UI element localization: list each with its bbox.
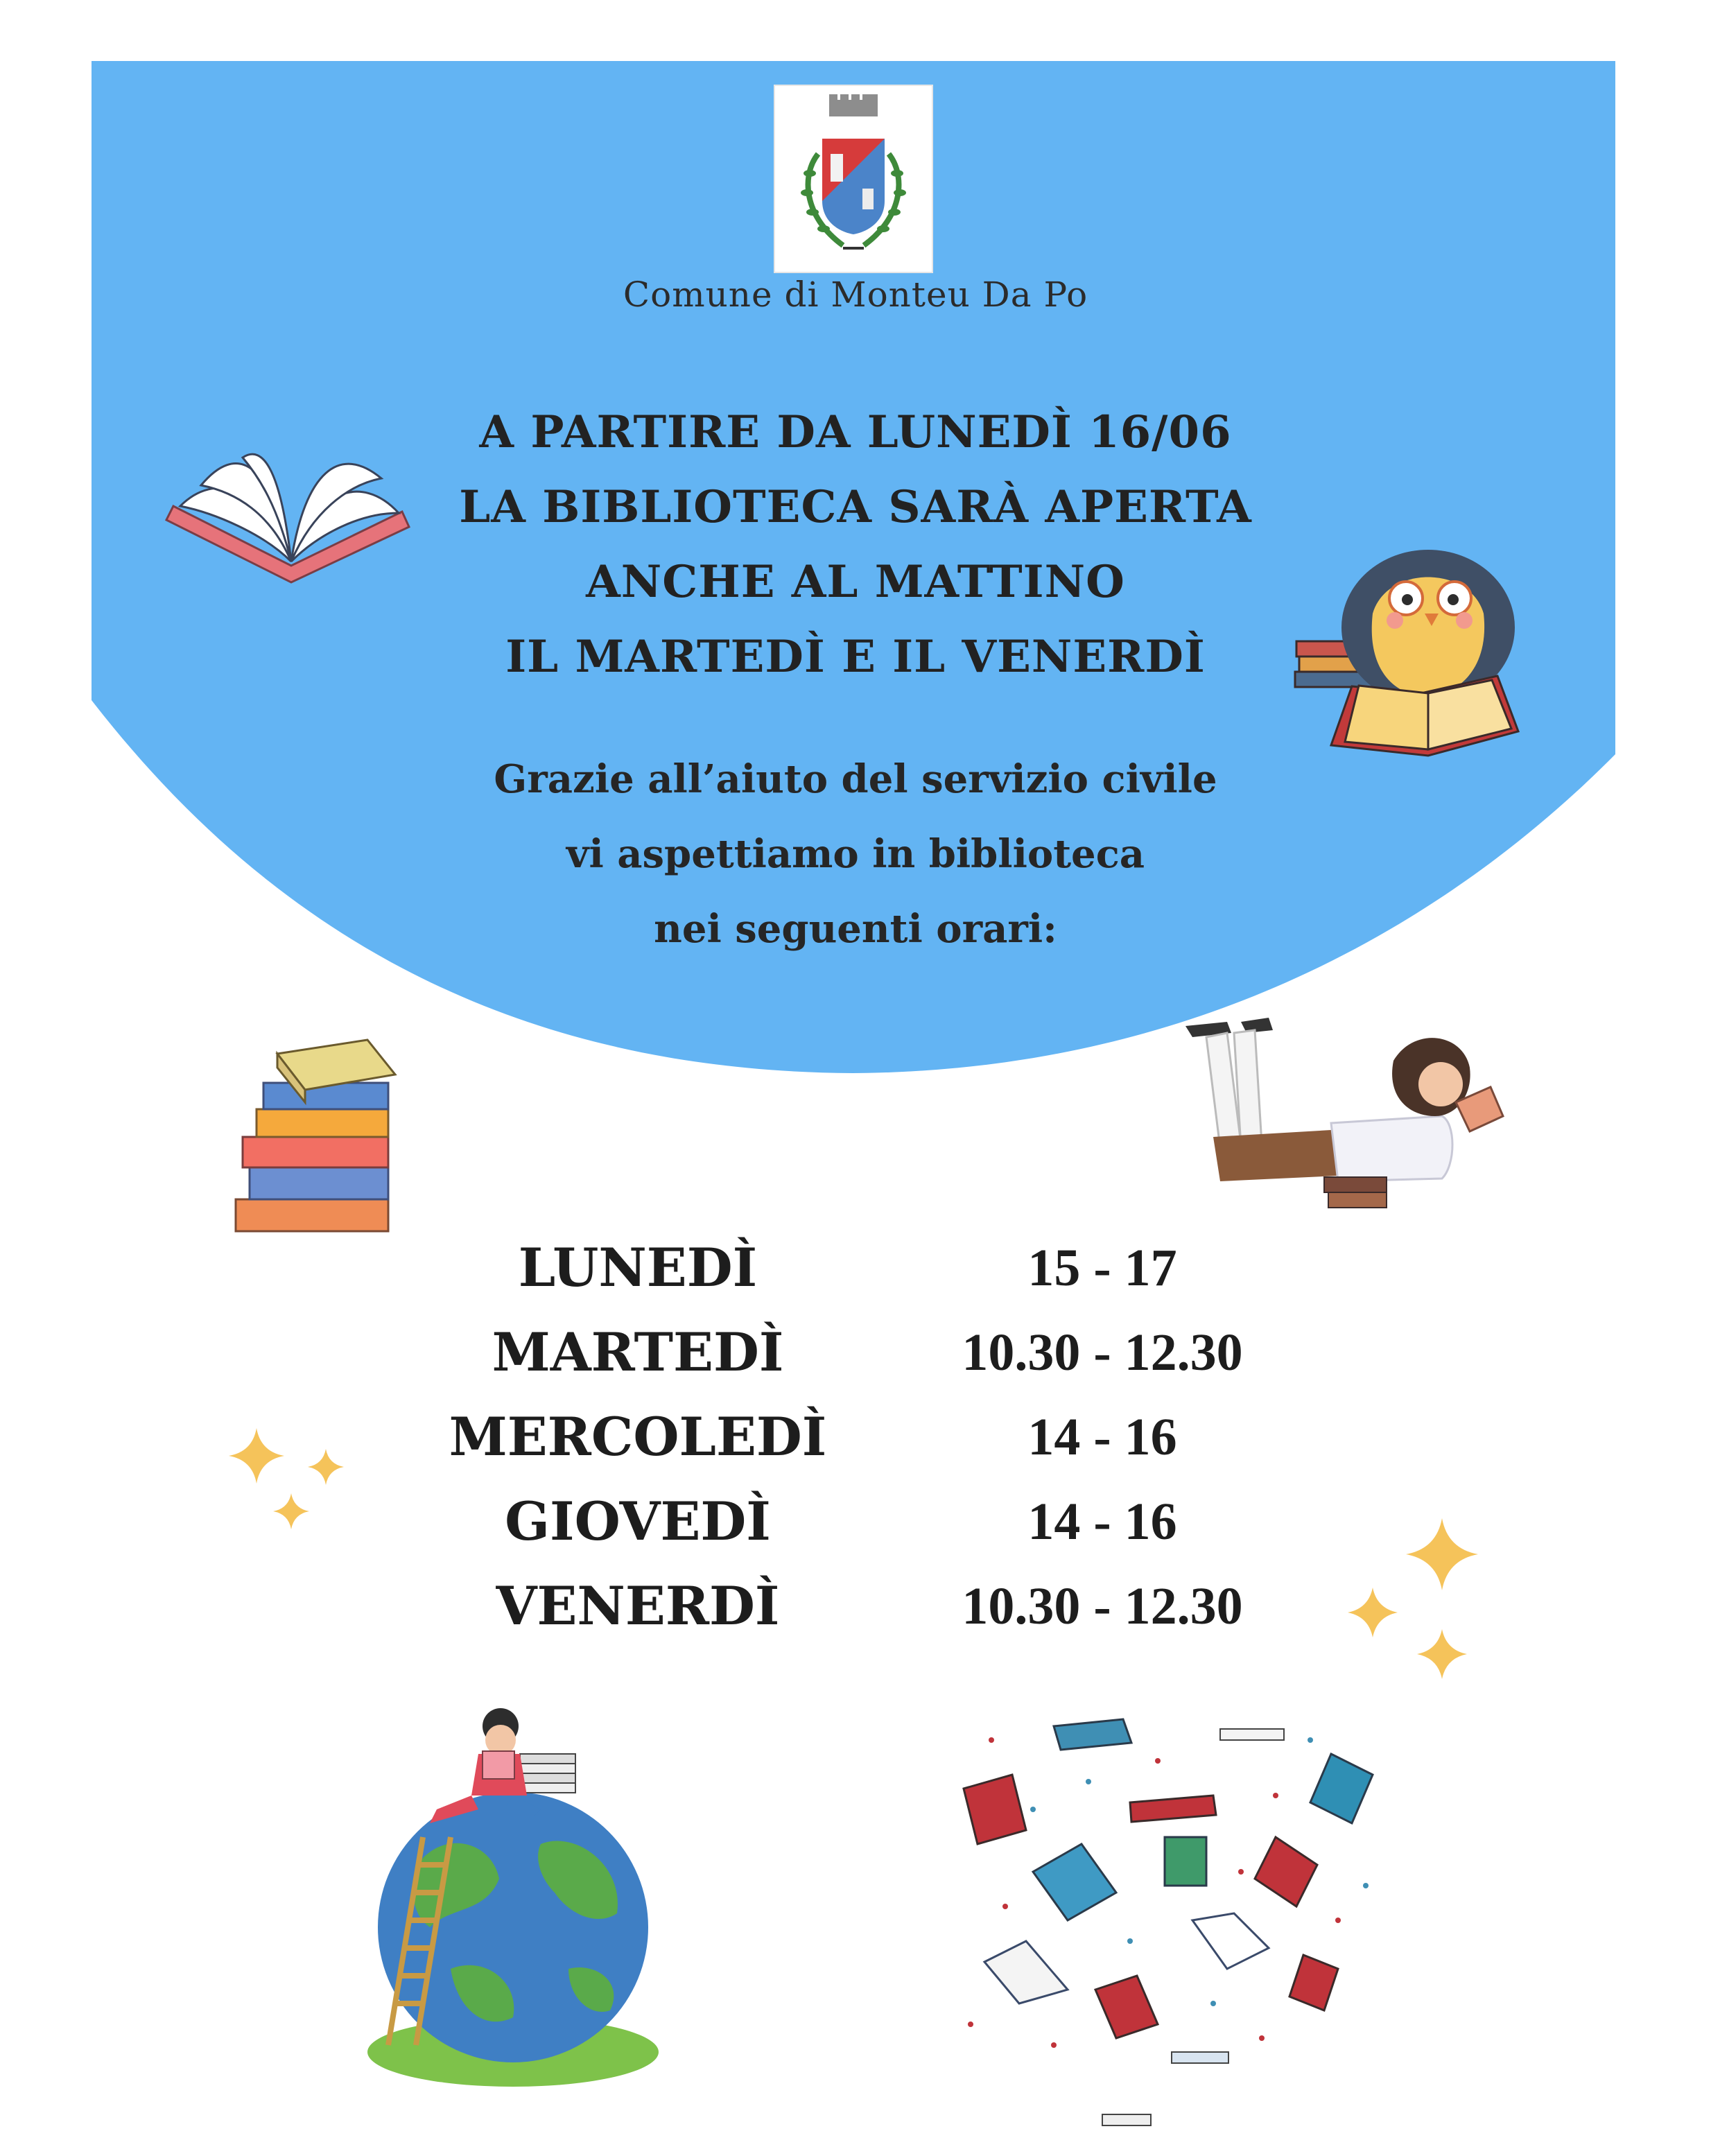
schedule-row xyxy=(388,1395,1331,1479)
headline-line: LA BIBLIOTECA SARÀ APERTA xyxy=(459,481,1252,533)
schedule-day: GIOVEDÌ xyxy=(505,1490,771,1552)
sparkle-icon xyxy=(222,1421,361,1546)
schedule-hours: 15 - 17 xyxy=(1027,1239,1177,1297)
schedule-row xyxy=(388,1479,1331,1564)
book-stack-icon xyxy=(229,1033,416,1241)
open-book-icon xyxy=(159,430,416,596)
intro-text xyxy=(0,742,1711,966)
flying-books-icon xyxy=(950,1712,1393,2156)
schedule-row xyxy=(388,1564,1331,1649)
municipality-name: Comune di Monteu Da Po xyxy=(623,275,1088,315)
municipal-crest-icon xyxy=(774,85,933,273)
girl-reading-icon xyxy=(1165,1012,1511,1220)
schedule-hours: 10.30 - 12.30 xyxy=(962,1323,1243,1382)
schedule-row xyxy=(388,1226,1331,1310)
schedule-day: MARTEDÌ xyxy=(492,1321,784,1383)
schedule-day: VENERDÌ xyxy=(496,1575,780,1637)
schedule-row xyxy=(388,1310,1331,1395)
owl-reading-icon xyxy=(1289,537,1539,766)
globe-reader-icon xyxy=(347,1705,679,2094)
schedule-hours: 14 - 16 xyxy=(1027,1408,1177,1466)
intro-line: nei seguenti orari: xyxy=(654,906,1057,952)
schedule-hours: 14 - 16 xyxy=(1027,1493,1177,1551)
intro-line: vi aspettiamo in biblioteca xyxy=(566,831,1145,877)
opening-hours-table xyxy=(388,1226,1331,1649)
schedule-hours: 10.30 - 12.30 xyxy=(962,1577,1243,1635)
headline-line: A PARTIRE DA LUNEDÌ 16/06 xyxy=(479,406,1232,458)
headline-line: ANCHE AL MATTINO xyxy=(586,556,1125,608)
schedule-day: LUNEDÌ xyxy=(518,1237,758,1298)
intro-line: Grazie all’aiuto del servizio civile xyxy=(494,756,1217,802)
headline-line: IL MARTEDÌ E IL VENERDÌ xyxy=(505,631,1206,683)
schedule-day: MERCOLEDÌ xyxy=(449,1406,827,1468)
sparkle-icon xyxy=(1345,1511,1497,1692)
